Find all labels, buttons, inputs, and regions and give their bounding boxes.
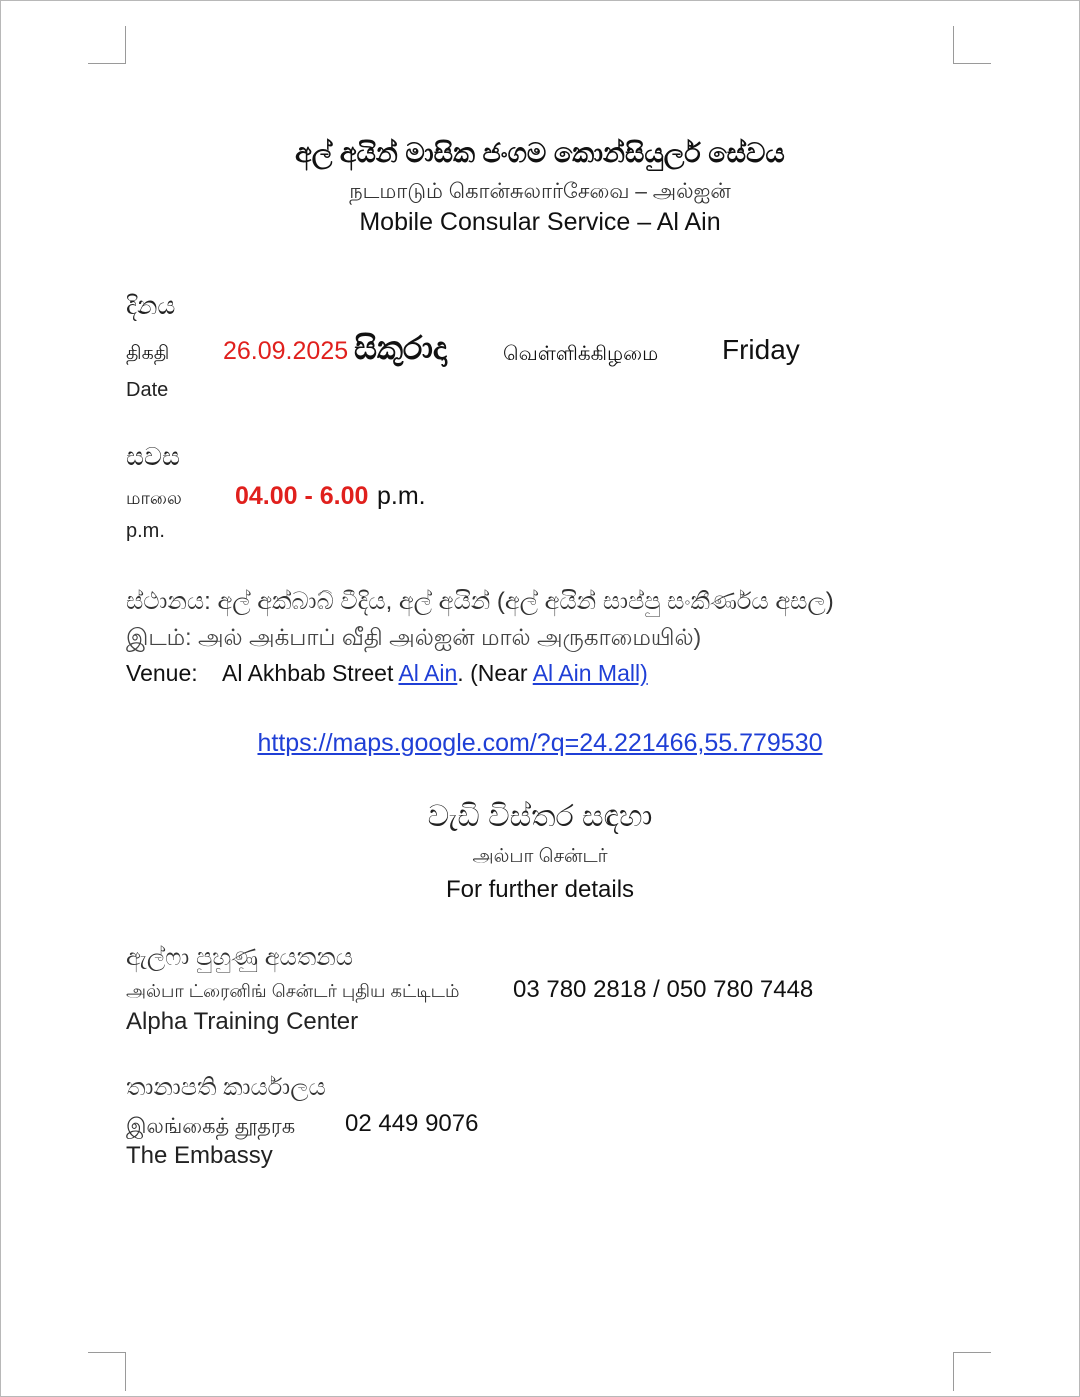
alpha-name-english: Alpha Training Center — [126, 1008, 359, 1035]
embassy-name-sinhala: තානාපති කාර්යාලය — [126, 1074, 326, 1101]
time-label-sinhala: සවස — [126, 443, 180, 471]
date-label-tamil: திகதி — [126, 343, 170, 364]
venue-mall-link[interactable]: Al Ain Mall) — [532, 660, 648, 686]
details-heading-tamil: அல்பா சென்டர் — [472, 846, 608, 867]
crop-mark-bottom-right — [953, 1352, 991, 1391]
day-sinhala: සිකුරාදා — [354, 330, 448, 366]
details-heading-sinhala: වැඩි විස්තර සඳහා — [427, 800, 653, 833]
time-suffix: p.m. — [377, 482, 426, 510]
venue-city-link[interactable]: Al Ain — [398, 660, 458, 686]
map-url-link[interactable]: https://maps.google.com/?q=24.221466,55.779530 — [257, 729, 823, 757]
title-tamil: நடமாடும் கொன்சுலார்சேவை – அல்ஐன் — [349, 180, 731, 203]
alpha-name-sinhala: ඇල්ෆා පුහුණු අයතනය — [126, 944, 353, 971]
date-label-english: Date — [126, 379, 169, 401]
venue-english-line — [222, 660, 648, 687]
day-tamil: வெள்ளிக்கிழமை — [503, 343, 659, 365]
venue-near-text: . (Near — [457, 660, 528, 686]
time-value: 04.00 - 6.00 — [235, 482, 369, 510]
date-label-sinhala: දිනය — [126, 292, 176, 320]
day-english: Friday — [722, 334, 800, 365]
crop-mark-top-left — [88, 26, 126, 64]
date-value: 26.09.2025 — [223, 337, 349, 365]
time-label-english: p.m. — [126, 520, 165, 542]
venue-label-english: Venue: — [126, 660, 198, 686]
alpha-phone: 03 780 2818 / 050 780 7448 — [513, 976, 814, 1003]
venue-tamil: இடம்: அல் அக்பாப் வீதி அல்ஐன் மால் அருகாமையில்) — [126, 624, 702, 650]
details-heading-english: For further details — [445, 876, 635, 903]
alpha-name-tamil: அல்பா ட்ரைனிங் சென்டர் புதிய கட்டிடம் — [126, 981, 460, 1001]
venue-sinhala: ස්ථානය: අල් අක්බාබ් වීදිය, අල් අයින් (අල් අයින් සාප්පු සංකීර්ණය අසල) — [126, 588, 834, 615]
title-english: Mobile Consular Service – Al Ain — [359, 208, 721, 236]
embassy-name-english: The Embassy — [126, 1142, 273, 1169]
title-sinhala: අල් අයින් මාසික ජංගම කොන්සියුලර් සේවය — [295, 138, 785, 168]
embassy-phone: 02 449 9076 — [345, 1110, 479, 1137]
embassy-name-tamil: இலங்கைத் தூதரக — [126, 1115, 296, 1138]
crop-mark-top-right — [953, 26, 991, 64]
time-label-tamil: மாலை — [126, 488, 182, 508]
venue-street: Al Akhbab Street — [222, 660, 394, 686]
crop-mark-bottom-left — [88, 1352, 126, 1391]
map-link-row — [0, 729, 1080, 758]
